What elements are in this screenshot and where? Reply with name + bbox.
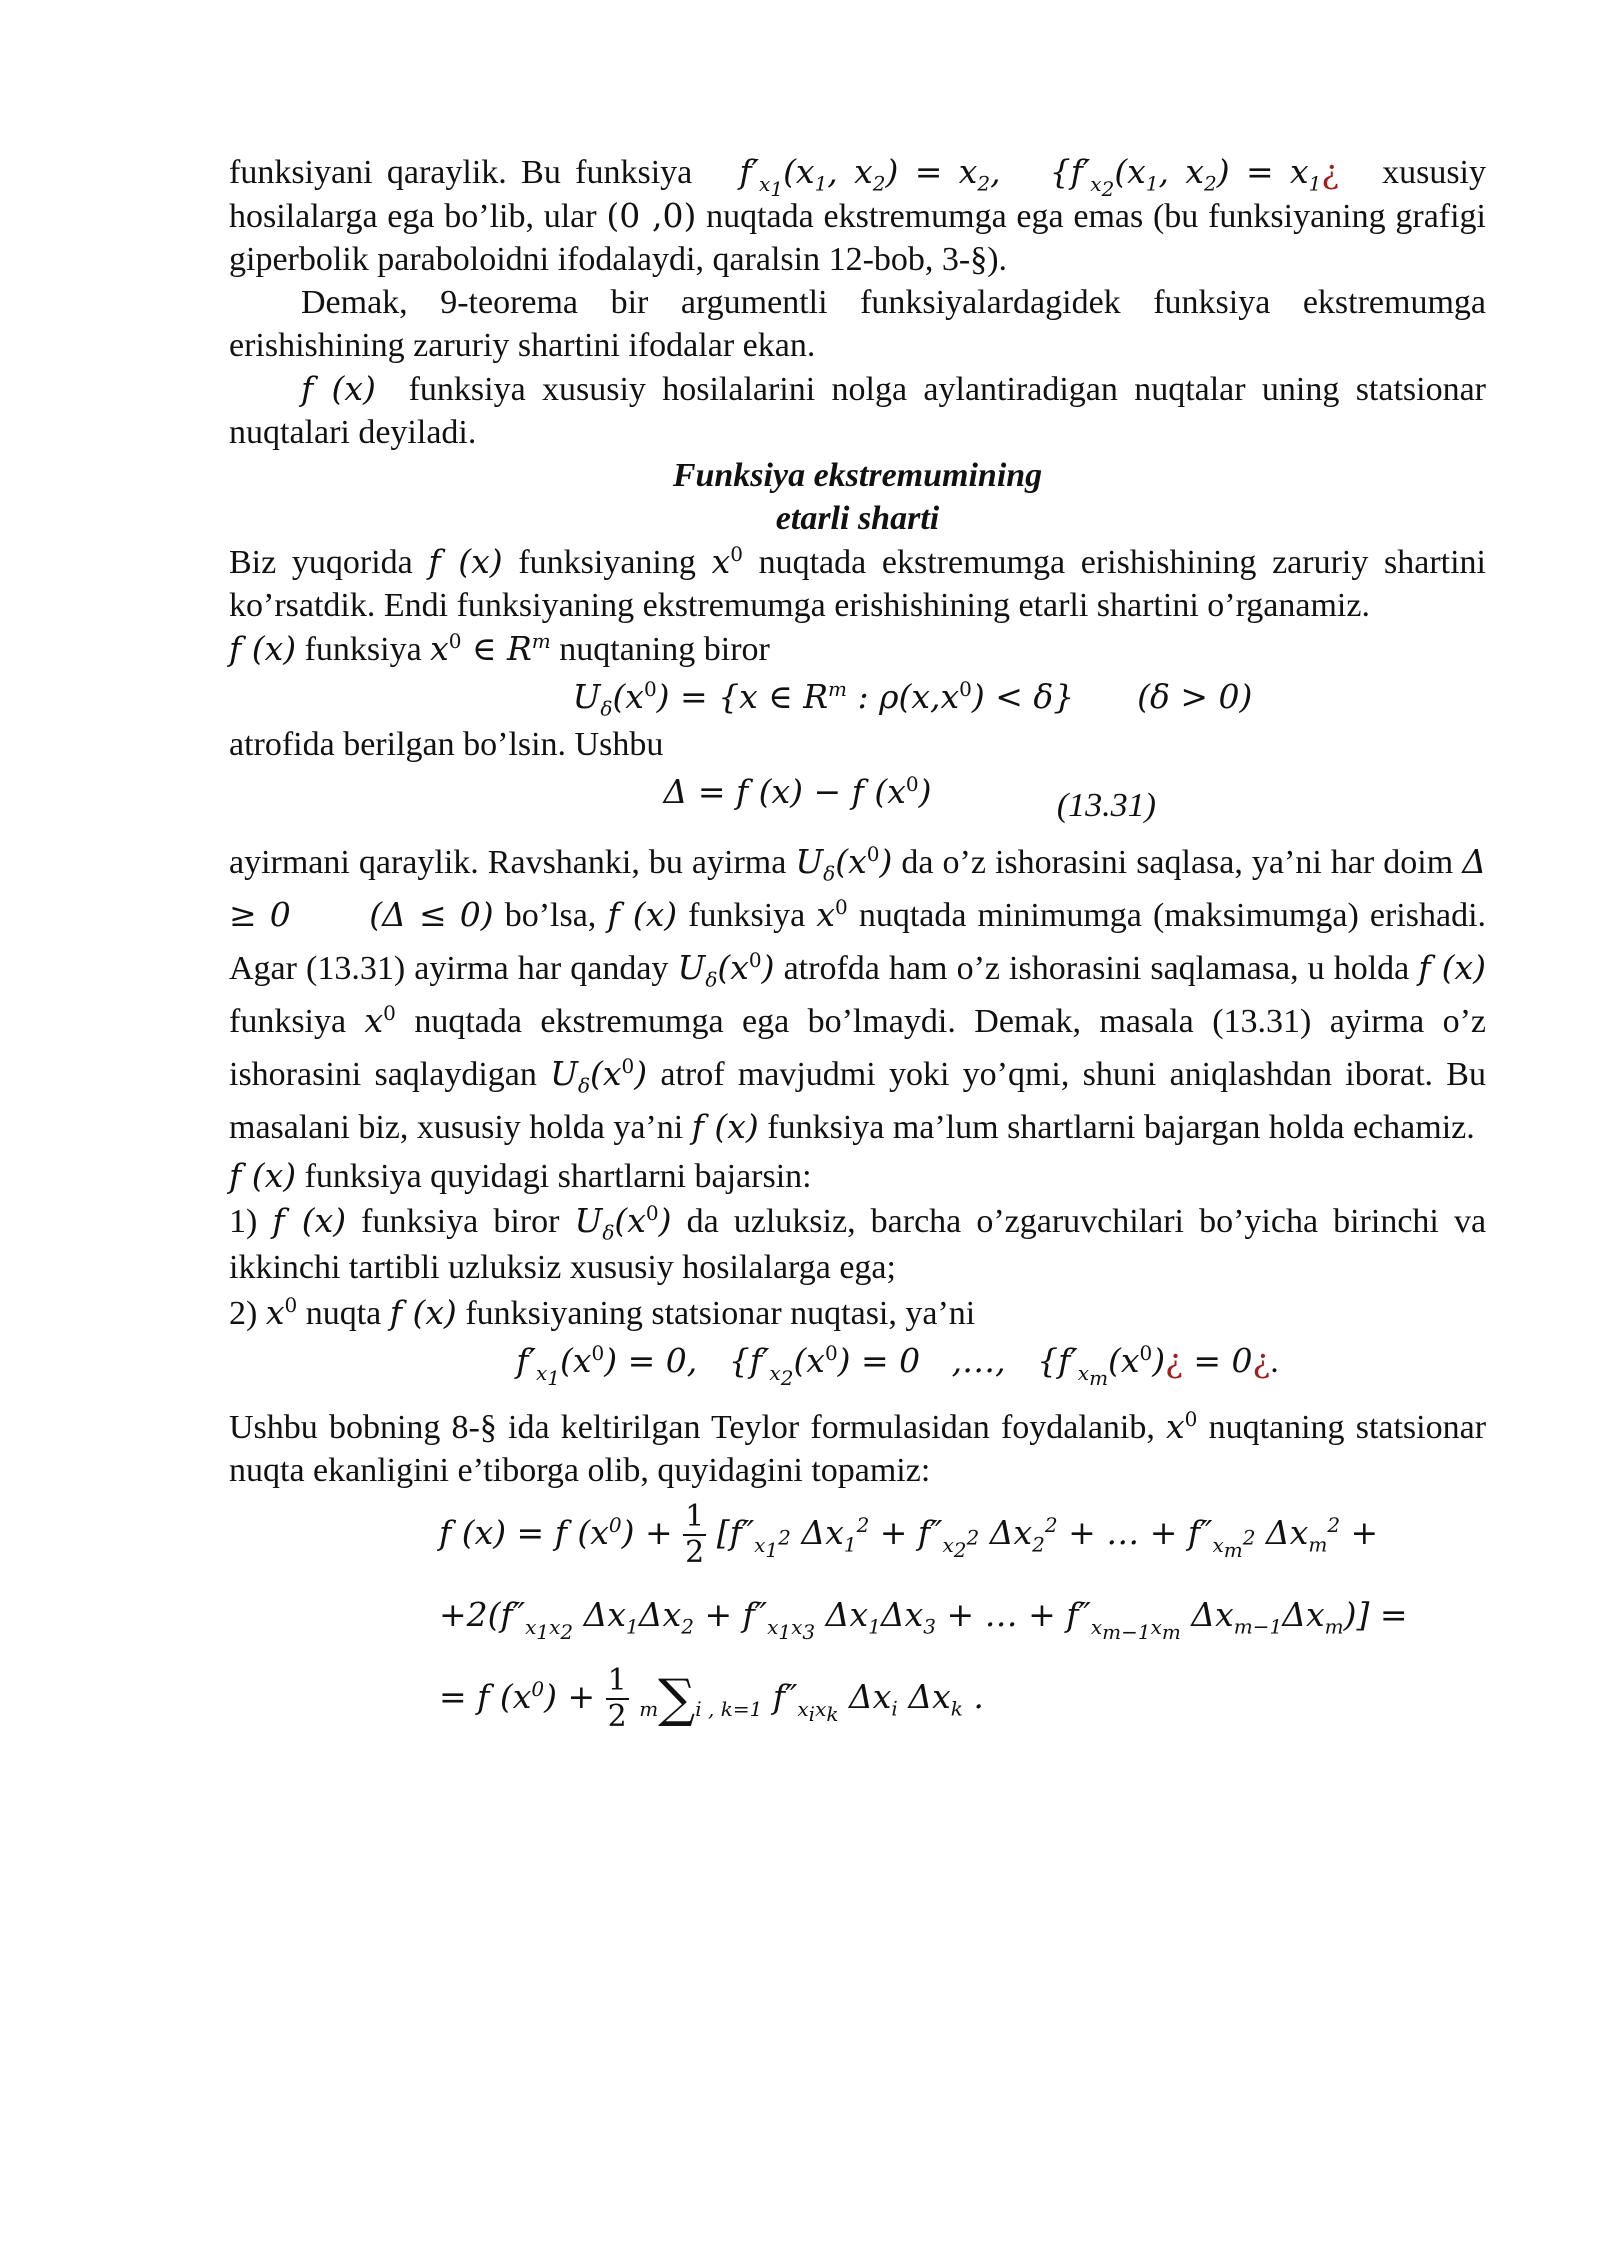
text-span: funksiya bbox=[229, 1003, 347, 1040]
section-heading-line-2: etarli sharti bbox=[775, 500, 940, 537]
text-span: Biz yuqorida bbox=[229, 544, 413, 581]
formula-delta: Δ = f (x) − f $(x^0)$ bbox=[663, 772, 932, 811]
formula-neighborhood: $U_\delta(x^0) = \{x$ ∈ $R^m$ : $\rho(x,x^0) < \delta$} (δ > 0) bbox=[572, 677, 1253, 721]
taylor-line-3: = f $(x^0)$ + $\frac{1}{2}$ m∑i , k=1 $f''_{x_ix_k}$ $\Delta x_i$ $\Delta x_k$ . bbox=[439, 1663, 984, 1734]
formula-origin: (0 ,0) bbox=[606, 196, 697, 235]
formula-fx: f (x) bbox=[229, 629, 297, 668]
text-span: funksiya ma’lum shartlarni bajargan holda echamiz. bbox=[767, 1109, 1475, 1146]
formula-stationary: $f'_{x_1}(x^0) = 0$, {$f'_{x_2}(x^0) = 0$ ,…, {$f'_{x_m}(x^0)¿$ = 0¿ bbox=[516, 1341, 1271, 1390]
taylor-expansion bbox=[229, 1492, 1486, 1738]
text-span: xususiy hosilalarga ega bo’lib, ular bbox=[229, 154, 1487, 235]
text-span: bo’lsa, bbox=[504, 897, 597, 934]
formula-delta-sign: Δ ≥ 0 (Δ ≤ 0) bbox=[229, 842, 1487, 934]
neighborhood-definition bbox=[229, 671, 1486, 723]
formula-fx: f (x) bbox=[301, 369, 376, 408]
text-span: nuqtada ekstremumga ega emas (bu funksiyaning grafigi giperbolik paraboloidni ifodalaydi, qaralsin 12-bob, 3-§). bbox=[229, 198, 1486, 278]
text-span: funksiyaning statsionar nuqtasi, ya’ni bbox=[465, 1295, 976, 1332]
summation-symbol: m∑i , k=1 bbox=[639, 1669, 763, 1729]
text-span: ayirmani qaraylik. Ravshanki, bu ayirma bbox=[229, 844, 787, 881]
formula-neighborhood-short: $U_\delta(x^0)$ bbox=[795, 842, 893, 886]
equation-number: (13.31) bbox=[1056, 787, 1156, 824]
text-span: funksiya biror bbox=[361, 1203, 560, 1240]
formula-neighborhood-short: $U_\delta(x^0)$ bbox=[677, 948, 775, 992]
formula-x0: $x^0$ bbox=[711, 542, 743, 581]
formula-neighborhood-short: $U_\delta(x^0)$ bbox=[574, 1201, 672, 1245]
formula-neighborhood-short: $U_\delta(x^0)$ bbox=[550, 1054, 648, 1098]
formula-fx: f (x) bbox=[272, 1201, 347, 1240]
text-span: da uzluksiz, barcha o’zgaruvchilari bo’yicha birinchi va ikkinchi tartibli uzluksiz xususiy hosilalarga ega; bbox=[229, 1203, 1487, 1286]
text-span: nuqta bbox=[305, 1295, 382, 1332]
text-span: funksiya bbox=[304, 631, 422, 668]
paragraph-6: atrofida berilgan bo’lsin. Ushbu bbox=[229, 726, 664, 763]
paragraph-8 bbox=[229, 1154, 1486, 1198]
text-span: nuqtaning biror bbox=[559, 631, 770, 668]
formula-fx: f (x) bbox=[1418, 948, 1487, 987]
formula-fx: f (x) bbox=[428, 542, 503, 581]
text-span: nuqtada ekstremumga ega bo’lmaydi. Demak, masala (13.31) ayirma o’z ishorasini saqlaydigan bbox=[229, 1003, 1487, 1093]
formula-x0: $x^0$ bbox=[1166, 1407, 1198, 1446]
condition-2 bbox=[229, 1291, 1486, 1335]
paragraph-1 bbox=[229, 150, 1486, 281]
formula-x0: $x^0$ bbox=[816, 895, 848, 934]
formula-fx: f (x) bbox=[229, 1156, 297, 1195]
formula-fx: f (x) bbox=[607, 895, 678, 934]
document-page bbox=[229, 150, 1486, 1738]
text-span: nuqtada minimumga (maksimumga) erishadi. Agar (13.31) ayirma har qanday bbox=[229, 897, 1487, 987]
taylor-line-2: $+2(f''_{x_1x_2}$ $\Delta x_1\Delta x_2 + f''_{x_1x_3}$ $\Delta x_1\Delta x_3$ + … + $f''_{x_{m-1}x_m}$ $\Delta x_{m-1}\Delta x_m$)] = bbox=[439, 1595, 1408, 1644]
text-span: funksiyaning bbox=[518, 544, 696, 581]
formula-fx: f (x) bbox=[691, 1107, 759, 1146]
formula-partial-derivatives: $f'_{x_1}(x_1$, $x_2) = x_2$, {$f'_{x_2}(x_1$, $x_2$) = $x_1¿$ bbox=[706, 152, 1340, 201]
paragraph-3 bbox=[229, 367, 1486, 454]
paragraph-7 bbox=[229, 836, 1486, 1154]
list-marker: 1) bbox=[229, 1203, 258, 1240]
formula-x0: $x^0$ bbox=[364, 1001, 396, 1040]
text-span: atrofda ham o’z ishorasini saqlamasa, u holda bbox=[783, 950, 1410, 987]
paragraph-5 bbox=[229, 627, 1486, 671]
fraction-one-half: $\frac{1}{2}$ bbox=[685, 1499, 705, 1570]
formula-fx: f (x) bbox=[389, 1293, 457, 1332]
text-span: atrof mavjudmi yoki yo’qmi, shuni aniqlashdan iborat. Bu masalani biz, xususiy holda ya’ni bbox=[229, 1056, 1486, 1146]
section-heading-line-1: Funksiya ekstremumining bbox=[672, 457, 1043, 494]
paragraph-4 bbox=[229, 540, 1486, 627]
text-span: da o’z ishorasini saqlasa, ya’ni har doim bbox=[901, 844, 1454, 881]
text-span: nuqtaning statsionar nuqta ekanligini e’tiborga olib, quyidagini topamiz: bbox=[229, 1409, 1487, 1489]
text-span: funksiyani qaraylik. Bu funksiya bbox=[229, 154, 693, 191]
stationary-conditions: $f'_{x_1}(x^0) = 0$, {$f'_{x_2}(x^0) = 0$ ,…, {$f'_{x_m}(x^0)¿$ = 0¿. bbox=[516, 1341, 1279, 1390]
paragraph-9 bbox=[229, 1405, 1486, 1492]
formula-x0-in-rm: $x^0$ ∈ $R^m$ bbox=[430, 629, 551, 668]
condition-1 bbox=[229, 1198, 1486, 1291]
paragraph-2: Demak, 9-teorema bir argumentli funksiyalardagidek funksiya ekstremumga erishishining zaruriy shartini ifodalar ekan. bbox=[229, 284, 1486, 364]
formula-x0: $x^0$ bbox=[265, 1293, 298, 1332]
text-span: funksiya bbox=[688, 897, 806, 934]
equation-13-31 bbox=[229, 766, 1486, 824]
text-span: funksiya xususiy hosilalarini nolga aylantiradigan nuqtalar uning statsionar nuqtalari deyiladi. bbox=[229, 371, 1487, 451]
fraction-one-half: $\frac{1}{2}$ bbox=[607, 1663, 627, 1734]
taylor-line-1: f (x) = f $(x^0)$ + $\frac{1}{2}$ [$f''_{x_1^2}$ $\Delta x_1^2 + f''_{x_2^2}$ $\Delta x_2^2$ + … + $f''_{x_m^2}$ $\Delta x_m^2$ + bbox=[439, 1499, 1379, 1570]
list-marker: 2) bbox=[229, 1295, 258, 1332]
text-span: funksiya quyidagi shartlarni bajarsin: bbox=[304, 1158, 812, 1195]
text-span: Ushbu bobning 8-§ ida keltirilgan Teylor formulasidan foydalanib, bbox=[229, 1409, 1155, 1446]
text-span: nuqtada ekstremumga erishishining zaruriy shartini ko’rsatdik. Endi funksiyaning ekstremumga erishishining etarli shartini o’rganamiz. bbox=[229, 544, 1486, 624]
